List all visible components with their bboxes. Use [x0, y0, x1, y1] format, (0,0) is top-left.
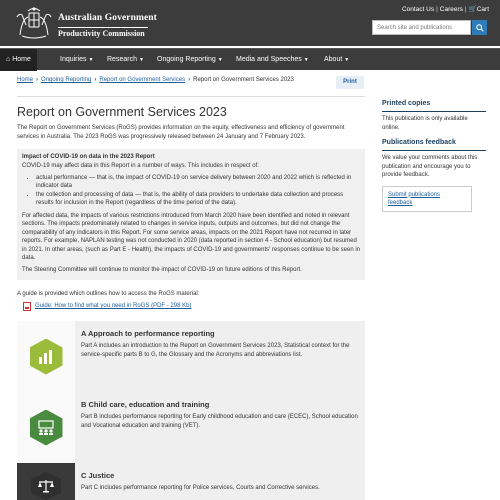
search-button[interactable]: [472, 20, 487, 35]
covid-para: For affected data, the impacts of various restrictions introduced from March 2020 have been identified and noted in relevant sections. The impacts predominately related to changes in service inputs, outputs and outcomes, but did not change the comparability of any indicators in this Report. For some service areas, impacts on the 2021 Report have not recurred in later reports. For example, NAPLAN testing was not conducted in 2020 (data reported in section 4 - School education) but resumed in 2021. In other areas, (such as Part E - Health), the impacts of COVID-19 and governments' responses continue to be seen in data.: [22, 212, 360, 262]
cart-icon[interactable]: 🛒: [468, 6, 477, 13]
submit-feedback-button[interactable]: Submit publications feedback: [382, 186, 472, 212]
nav-research[interactable]: [107, 49, 144, 71]
list-item: • actual performance — that is, the impact of COVID-19 on service delivery between 2020 and 2022 which is reflected in indicator data: [36, 174, 360, 191]
breadcrumb-ongoing[interactable]: Ongoing Reporting: [41, 77, 92, 83]
chevron-right-icon: ›: [188, 77, 191, 83]
nav-about[interactable]: [324, 49, 349, 71]
classroom-icon: [30, 410, 63, 446]
commission-name: Productivity Commission: [58, 28, 145, 38]
nav-about-label: About: [324, 56, 343, 63]
covid-lead: COVID-19 may affect data in this Report in a number of ways. This includes in respect of:: [22, 163, 259, 170]
guide-text: A guide is provided which outlines how to access the RoGS material:: [17, 291, 200, 297]
nav-inquiries[interactable]: [60, 49, 93, 71]
part-card-a[interactable]: [17, 321, 365, 392]
page-title: Report on Government Services 2023: [17, 105, 227, 119]
nav-research-label: Research: [107, 56, 137, 63]
nav-home[interactable]: [0, 49, 37, 71]
sidebar-heading: Printed copies: [382, 99, 486, 112]
nav-inquiries-label: Inquiries: [60, 56, 87, 63]
covid-notice: [17, 149, 365, 280]
nav-media-label: Media and Speeches: [236, 56, 302, 63]
chevron-down-icon: ▼: [138, 57, 144, 63]
print-button[interactable]: Print: [336, 76, 364, 89]
bar-chart-icon: [30, 339, 63, 375]
part-body: [81, 400, 359, 431]
covid-list: [36, 174, 360, 208]
sidebar-text: We value your comments about this publication and encourage you to provide feedback.: [382, 155, 478, 179]
nav-ongoing-label: Ongoing Reporting: [157, 56, 216, 63]
part-image: [17, 321, 75, 392]
chevron-right-icon: ›: [94, 77, 97, 83]
divider: [17, 96, 365, 97]
breadcrumb-current: Report on Government Services 2023: [193, 77, 294, 83]
part-title[interactable]: A Approach to performance reporting: [81, 329, 215, 338]
chevron-down-icon: ▼: [217, 57, 223, 63]
cart-link[interactable]: Cart: [476, 6, 489, 13]
part-body: [81, 471, 359, 493]
logo-divider: [58, 27, 148, 28]
sidebar-printed-copies: [382, 99, 486, 132]
part-desc: Part A includes an introduction to the Report on Government Services 2023, Statistical context for the service-specific parts B to G, the Glossary and the Acronyms and abbreviations list.: [81, 343, 350, 358]
part-card-b[interactable]: [17, 392, 365, 463]
breadcrumb-home[interactable]: Home: [17, 77, 34, 83]
careers-link[interactable]: Careers: [439, 6, 463, 13]
site-logo[interactable]: [58, 12, 157, 40]
nav-home-label: Home: [12, 56, 31, 63]
chevron-down-icon: ▼: [88, 57, 94, 63]
nav-media-speeches[interactable]: [236, 49, 309, 71]
org-name: Australian Government: [58, 13, 157, 23]
sidebar-text: This publication is only available online.: [382, 116, 468, 131]
part-image: [17, 392, 75, 463]
chevron-down-icon: ▼: [303, 57, 309, 63]
site-header: [0, 0, 500, 46]
sidebar-heading: Publications feedback: [382, 138, 486, 151]
search-input[interactable]: Search site and publications: [372, 20, 471, 35]
contact-link[interactable]: Contact Us: [401, 6, 435, 13]
part-title[interactable]: C Justice: [81, 471, 115, 480]
sidebar-feedback: [382, 138, 486, 212]
nav-ongoing-reporting[interactable]: [157, 49, 223, 71]
chevron-right-icon: ›: [36, 77, 39, 83]
part-desc: Part C includes performance reporting for Police services, Courts and Corrective services.: [81, 485, 320, 492]
part-desc: Part B includes performance reporting for Early childhood education and care (ECEC), School education and Vocational education and training (VET).: [81, 414, 358, 429]
home-icon: ⌂: [6, 56, 11, 63]
utility-links: Contact Us | Careers | 🛒Cart: [401, 6, 489, 13]
search-icon: [476, 24, 484, 32]
part-title[interactable]: B Child care, education and training: [81, 400, 210, 409]
covid-para: The Steering Committee will continue to monitor the impact of COVID-19 on future editions of this Report.: [22, 266, 302, 273]
scales-icon: [31, 472, 61, 500]
part-card-c[interactable]: [17, 463, 365, 500]
main-nav: [0, 48, 500, 70]
guide-download: [23, 302, 191, 311]
part-body: [81, 329, 359, 360]
covid-title: Impact of COVID-19 on data in the 2023 Report: [22, 154, 155, 160]
intro-text: The Report on Government Services (RoGS) provides information on the equity, effectiveness and efficiency of government services in Australia. The 2023 RoGS was progressively released between 24 January and 7 February 2023.: [17, 125, 345, 140]
breadcrumb: [17, 76, 317, 84]
coat-of-arms-icon[interactable]: [14, 5, 54, 41]
chevron-down-icon: ▼: [344, 57, 350, 63]
part-image: [17, 463, 75, 500]
pdf-icon: [23, 302, 31, 311]
guide-link[interactable]: Guide: How to find what you need in RoGS (PDF - 298 Kb): [35, 303, 192, 310]
list-item: • the collection and processing of data — that is, the ability of data providers to undertake data collection and process results for inclusion in the Report (regardless of the time period of the data).: [36, 191, 360, 208]
breadcrumb-rogs[interactable]: Report on Government Services: [99, 77, 186, 83]
